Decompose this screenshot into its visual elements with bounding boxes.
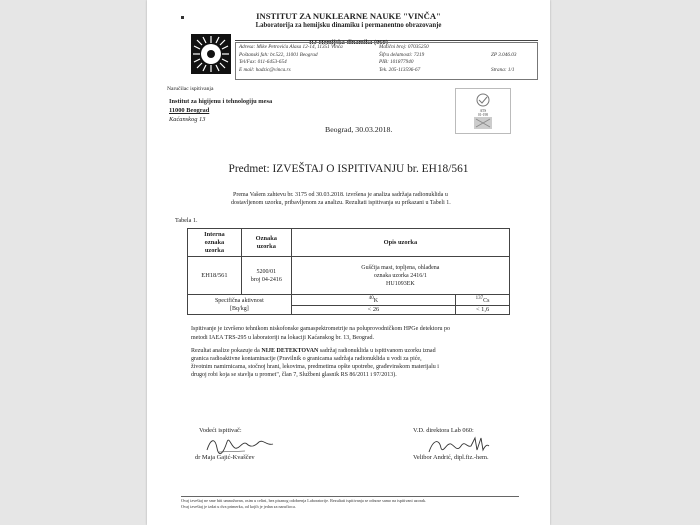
method-line-2: metodi IAEA TRS-295 u laboratoriji na lokaciji Kaćanskog br. 13, Beograd.: [191, 335, 375, 341]
header-cell-description: Opis uzorka: [291, 229, 509, 257]
header-sample-code-2: uzorka: [256, 242, 276, 250]
accreditation-mark: [455, 88, 511, 134]
right-signatory-role: V.D. direktora Lab 060:: [413, 427, 474, 434]
cell-isotope-cs: [456, 295, 510, 306]
cell-value-cs: < 1,6: [456, 306, 510, 315]
cell-activity-label: [188, 295, 292, 315]
isotope-k-mass: 40: [368, 296, 374, 301]
subject-line: [147, 163, 550, 175]
table-header-row: [188, 229, 510, 257]
cell-value-k: < 26: [291, 306, 455, 315]
email-line: E mail: hadzic@vinca.rs: [239, 66, 291, 73]
table-caption: Tabela 1.: [175, 217, 198, 224]
contact-middle: [379, 44, 429, 74]
left-signatory-role: Vodeći ispitivač:: [199, 427, 242, 434]
activity-code-line: Šifra delatnosti: 7219: [379, 51, 425, 58]
result-text-1c: sadržaj radionuklida u ispitivanom uzorku iznad: [318, 348, 436, 354]
header-internal-3: uzorka: [204, 246, 225, 254]
recipient-street: Kaćanskog 13: [169, 116, 206, 123]
sample-code-2: broj 04-2416: [250, 276, 282, 283]
table-row: [188, 257, 510, 295]
recipient-note: Naručilac ispitivanja: [167, 86, 214, 92]
description-1: Guščija mast, topljena, ohlađena: [361, 264, 440, 271]
cell-sample-code: [241, 257, 291, 295]
right-signature-icon: [427, 434, 491, 456]
laboratory-name: Laboratorija za hemijsku dinamiku i permanentno obrazovanje: [255, 22, 442, 29]
footer-line-2: Ovaj izveštaj je izdat u dva primerka, od kojih je jedan za naručioca.: [181, 504, 296, 509]
activity-unit: [Bq/kg]: [230, 305, 249, 312]
result-line-3: životnim namirnicama, stočnoj hrani, lekovima, predmetima opšte upotrebe, građevinskom materijalu i: [191, 364, 439, 370]
result-line-1: [191, 348, 436, 354]
result-line-4: drugoj robi koja se stavlja u promet", član 7, Službeni glasnik RS 86/2011 i 97/2013).: [191, 372, 397, 378]
pib-line: PIB: 101877940: [379, 59, 414, 66]
method-line-1: Ispitivanje je izvršeno tehnikom niskofonske gamaspektrometrije na poluprovodničkom HPGe detektoru po: [191, 326, 450, 332]
accreditation-number: 01-198: [477, 113, 489, 117]
header-cell-sample-code: [241, 229, 291, 257]
contact-right: [491, 44, 516, 74]
recipient-name: Institut za higijenu i tehnologiju mesa: [169, 98, 273, 105]
recipient-city: 11000 Beograd: [169, 107, 210, 114]
activity-label: Specifična aktivnost: [214, 297, 264, 304]
footer-divider: [181, 496, 519, 497]
description-3: HU1093EK: [386, 280, 415, 287]
pobox-line: Poštanski fah: br.522, 11001 Beograd: [239, 51, 318, 58]
intro-line-1: Prema Vašem zahtevu br. 3175 od 30.03.2018. izvršena je analiza sadržaja radionuklida u: [233, 192, 448, 198]
header-cell-internal: [188, 229, 242, 257]
cell-isotope-k: [291, 295, 455, 306]
address-line: Adresa: Mike Petrovića Alasa 12-14, 11351 Vinča: [239, 44, 343, 50]
contact-left: [239, 44, 343, 74]
document-date: Beograd, 30.03.2018.: [325, 125, 393, 134]
header-sample-code-1: Oznaka: [255, 234, 277, 242]
subject-title: IZVEŠTAJ O ISPITIVANJU br. EH18/561: [272, 163, 469, 175]
document-page: [147, 0, 550, 525]
page-number: Strana: 1/1: [491, 66, 515, 73]
activity-header-row: [188, 295, 510, 306]
unit-name: RJ Hemijska dinamika (060): [309, 39, 388, 46]
sample-code-1: 5200/01: [256, 268, 277, 275]
subject-label: Predmet:: [228, 163, 270, 175]
header-internal-1: Interna: [204, 230, 225, 238]
isotope-cs: Cs: [483, 298, 490, 304]
right-signatory-name: Velibor Andrić, dipl.fiz.-hem.: [413, 454, 489, 461]
description-2: oznaka uzorka 2416/1: [373, 272, 427, 279]
result-emphasis: NIJE DETEKTOVAN: [261, 348, 319, 354]
phone-line: Tel/Fax: 011-6453-654: [239, 59, 287, 66]
form-code: ZP 3.046.03: [491, 51, 517, 58]
account-line: Tek. 205-113596-67: [379, 66, 421, 73]
left-signature-icon: [205, 434, 275, 456]
registration-line: Matični broj: 07035250: [379, 44, 429, 50]
accreditation-label: ATS: [479, 109, 487, 113]
left-signatory-name: dr Maja Gajić-Kvaščev: [195, 454, 255, 461]
results-table: [187, 228, 510, 315]
footer-line-1: Ovaj izveštaj ne sme biti umnožavan, osim u celini, bez pisanog odobrenja Laboratorije. Rezultati ispitivanja se odnose samo na ispitivani uzorak.: [181, 498, 427, 503]
isotope-k: K: [373, 298, 379, 304]
isotope-cs-mass: 137: [475, 296, 484, 301]
intro-line-2: dostavljenom uzorku, pribavljenom za analizu. Rezultati ispitivanja su prikazani u Tabeli 1.: [231, 200, 451, 206]
header-internal-2: oznaka: [204, 238, 225, 246]
result-line-2: granica radioaktivne kontaminacije (Pravilnik o granicama sadržaja radionuklida u vodi za piće,: [191, 356, 422, 362]
result-text-1a: Rezultat analize pokazuje da: [191, 348, 262, 354]
cell-internal-code: EH18/561: [188, 257, 242, 295]
institute-name: INSTITUT ZA NUKLEARNE NAUKE "VINČA": [256, 11, 441, 21]
cell-description: [291, 257, 509, 295]
